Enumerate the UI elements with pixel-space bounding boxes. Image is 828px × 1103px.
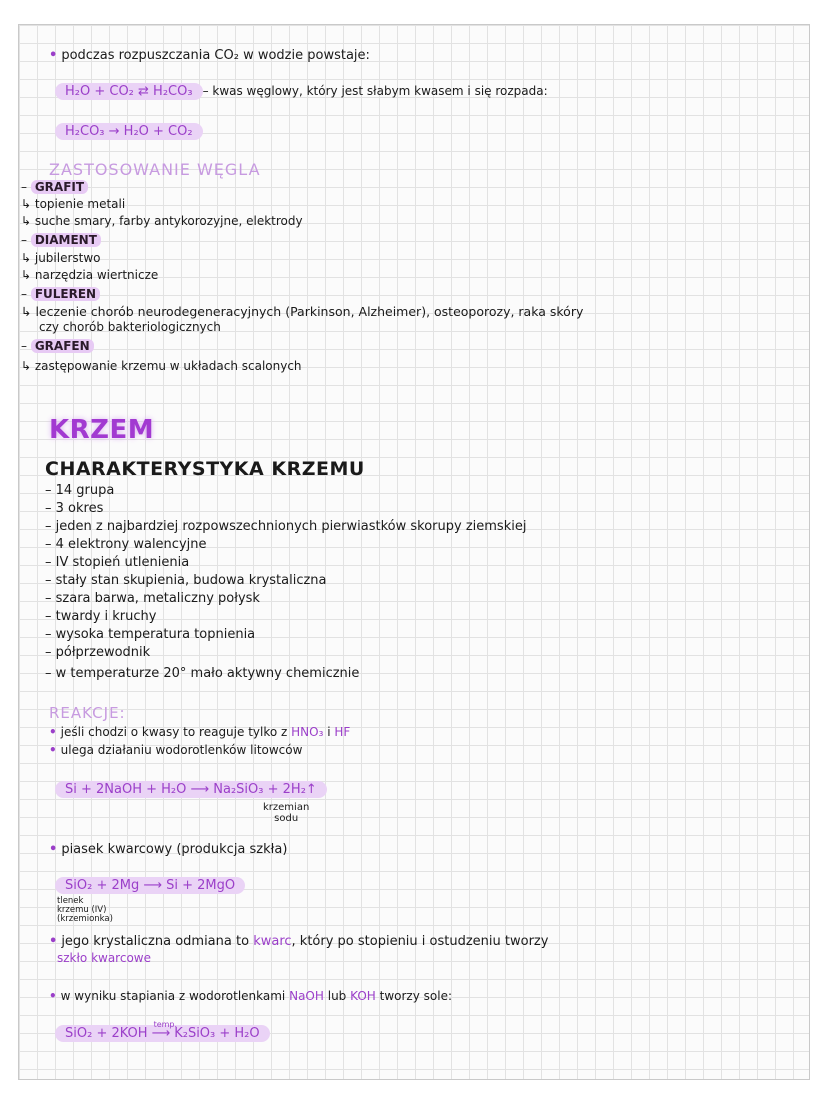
equation-2: H₂CO₃ → H₂O + CO₂ xyxy=(55,123,203,140)
char-item: – stały stan skupienia, budowa krystaliczna xyxy=(45,573,327,588)
grafit-use-2: ↳ suche smary, farby antykorozyjne, elektrody xyxy=(21,214,303,228)
reakcje-bullet-1: • jeśli chodzi o kwasy to reaguje tylko z HNO₃ i HF xyxy=(49,725,351,739)
reakcje-bullet-5: • w wyniku stapiania z wodorotlenkami NaOH lub KOH tworzy sole: xyxy=(49,989,453,1003)
notebook-page xyxy=(18,24,810,1080)
reakcje-bullet-4: • jego krystaliczna odmiana to kwarc, który po stopieniu i ostudzeniu tworzy xyxy=(49,934,549,949)
bullet-icon: • xyxy=(49,989,57,1003)
eq3-label: krzemian sodu xyxy=(263,802,310,824)
char-item: – szara barwa, metaliczny połysk xyxy=(45,591,260,606)
diament-heading: – DIAMENT xyxy=(21,233,101,247)
char-item: – 3 okres xyxy=(45,501,104,516)
equation-1: H₂O + CO₂ ⇄ H₂CO₃ – kwas węglowy, który jest słabym kwasem i się rozpada: xyxy=(55,83,548,100)
equation-3: Si + 2NaOH + H₂O ⟶ Na₂SiO₃ + 2H₂↑ xyxy=(55,781,327,798)
grafen-use-1: ↳ zastępowanie krzemu w układach scalonych xyxy=(21,359,302,373)
grafit-heading: – GRAFIT xyxy=(21,180,88,194)
char-item: – twardy i kruchy xyxy=(45,609,157,624)
intro-line: • podczas rozpuszczania CO₂ w wodzie powstaje: xyxy=(49,48,370,63)
fuleren-use-1: ↳ leczenie chorób neurodegeneracyjnych (Parkinson, Alzheimer), osteoporozy, raka skóry xyxy=(21,304,584,319)
grafen-heading: – GRAFEN xyxy=(21,339,94,353)
bullet-icon: • xyxy=(49,725,57,739)
szklo-kwarcowe: szkło kwarcowe xyxy=(57,951,151,965)
char-item: – w temperaturze 20° mało aktywny chemicznie xyxy=(45,666,360,681)
equation-4: SiO₂ + 2Mg ⟶ Si + 2MgO xyxy=(55,877,245,894)
reakcje-bullet-2: • ulega działaniu wodorotlenków litowców xyxy=(49,743,303,757)
char-item: – półprzewodnik xyxy=(45,645,151,660)
bullet-icon: • xyxy=(49,48,58,63)
bullet-icon: • xyxy=(49,842,58,857)
krzem-title: KRZEM xyxy=(49,415,155,445)
reakcje-bullet-3: • piasek kwarcowy (produkcja szkła) xyxy=(49,842,288,857)
zastosowanie-title: ZASTOSOWANIE WĘGLA xyxy=(49,160,261,179)
diament-use-1: ↳ jubilerstwo xyxy=(21,251,101,265)
char-item: – 14 grupa xyxy=(45,483,115,498)
char-item: – 4 elektrony walencyjne xyxy=(45,537,207,552)
reakcje-title: REAKCJE: xyxy=(49,704,126,722)
fuleren-use-2: czy chorób bakteriologicznych xyxy=(39,320,221,334)
bullet-icon: • xyxy=(49,743,57,757)
fuleren-heading: – FULEREN xyxy=(21,287,100,301)
bullet-icon: • xyxy=(49,934,58,949)
char-item: – IV stopień utlenienia xyxy=(45,555,190,570)
charakterystyka-title: CHARAKTERYSTYKA KRZEMU xyxy=(45,458,365,480)
eq4-label: tlenek krzemu (IV) (krzemionka) xyxy=(57,896,113,924)
diament-use-2: ↳ narzędzia wiertnicze xyxy=(21,268,159,282)
temp-arrow: temp. ⟶ xyxy=(151,1020,178,1041)
char-item: – wysoka temperatura topnienia xyxy=(45,627,256,642)
char-item: – jeden z najbardziej rozpowszechnionych pierwiastków skorupy ziemskiej xyxy=(45,519,527,534)
equation-5: SiO₂ + 2KOH temp. ⟶ K₂SiO₃ + H₂O xyxy=(55,1025,270,1042)
grafit-use-1: ↳ topienie metali xyxy=(21,197,126,211)
